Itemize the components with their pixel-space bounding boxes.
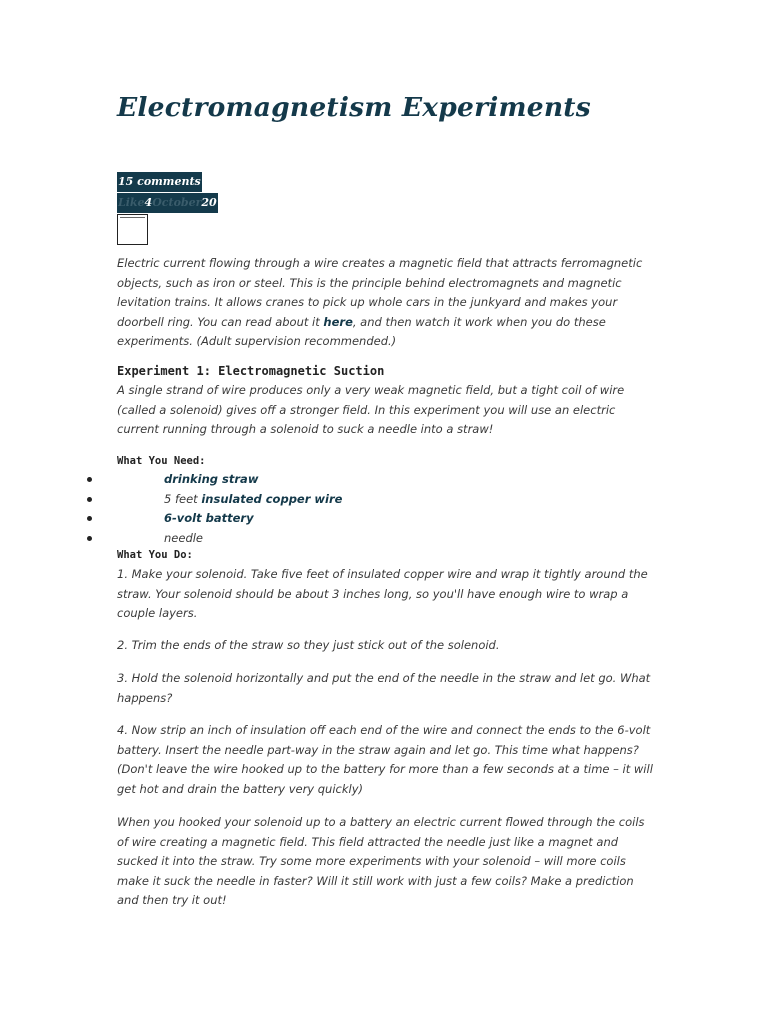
materials-list	[87, 470, 587, 548]
what-you-do-heading: What You Do:	[117, 549, 193, 561]
what-you-need-heading: What You Need:	[117, 455, 206, 467]
like-label[interactable]: Like	[118, 196, 145, 209]
comments-count-link[interactable]: 15 comments	[117, 172, 202, 192]
bullet-icon	[87, 477, 92, 482]
list-item	[87, 509, 587, 529]
date-day: 4	[144, 196, 153, 209]
drinking-straw-link[interactable]: drinking straw	[164, 472, 259, 486]
list-item	[87, 470, 587, 490]
list-item: needle	[87, 529, 587, 549]
bullet-icon	[87, 536, 92, 541]
experiment-heading: Experiment 1: Electromagnetic Suction	[117, 364, 385, 378]
step-paragraph: 4. Now strip an inch of insulation off each end of the wire and connect the ends to the 6-volt battery. Insert the needle part-way in the straw again and let go. This time what happens? (Don't leave the wire hooked up to the battery for more than a few seconds at a time – it will get hot and drain the battery very quickly)	[117, 723, 653, 796]
bullet-icon	[87, 516, 92, 521]
battery-link[interactable]: 6-volt battery	[164, 511, 254, 525]
page-title: Electromagnetism Experiments	[117, 92, 591, 123]
list-item: 5 feet insulated copper wire	[87, 490, 587, 510]
date-year: 20	[201, 196, 217, 209]
conclusion-paragraph: When you hooked your solenoid up to a battery an electric current flowed through the coils of wire creating a magnetic field. This field attracted the needle just like a magnet and sucked it into the straw. Try some more experiments with your solenoid – will more coils make it suck the needle in faster? Will it still work with just a few coils? Make a prediction and then try it out!	[117, 815, 645, 907]
post-date	[117, 193, 218, 213]
step-paragraph: 1. Make your solenoid. Take five feet of insulated copper wire and wrap it tightly around the straw. Your solenoid should be about 3 inches long, so you'll have enough wire to wrap a couple layers.	[117, 567, 648, 620]
copper-wire-link[interactable]: insulated copper wire	[201, 491, 343, 506]
experiment-description: A single strand of wire produces only a very weak magnetic field, but a tight coil of wire (called a solenoid) gives off a stronger field. In this experiment you will use an electric current running through a solenoid to suck a needle into a straw!	[117, 383, 625, 436]
step-paragraph: 2. Trim the ends of the straw so they just stick out of the solenoid.	[117, 638, 500, 652]
date-month: October	[152, 196, 202, 209]
step-paragraph: 3. Hold the solenoid horizontally and put the end of the needle in the straw and let go. What happens?	[117, 671, 651, 705]
intro-paragraph: Electric current flowing through a wire creates a magnetic field that attracts ferromagnetic objects, such as iron or steel. This is the principle behind electromagnets and magnetic levitation trains. It allows cranes to pick up whole cars in the junkyard and makes your doorbell ring. You can read about it here, and then watch it work when you do these experiments. (Adult supervision recommended.)	[117, 256, 643, 348]
bullet-icon	[87, 497, 92, 502]
author-avatar	[117, 214, 148, 245]
here-link[interactable]: here	[323, 314, 353, 329]
